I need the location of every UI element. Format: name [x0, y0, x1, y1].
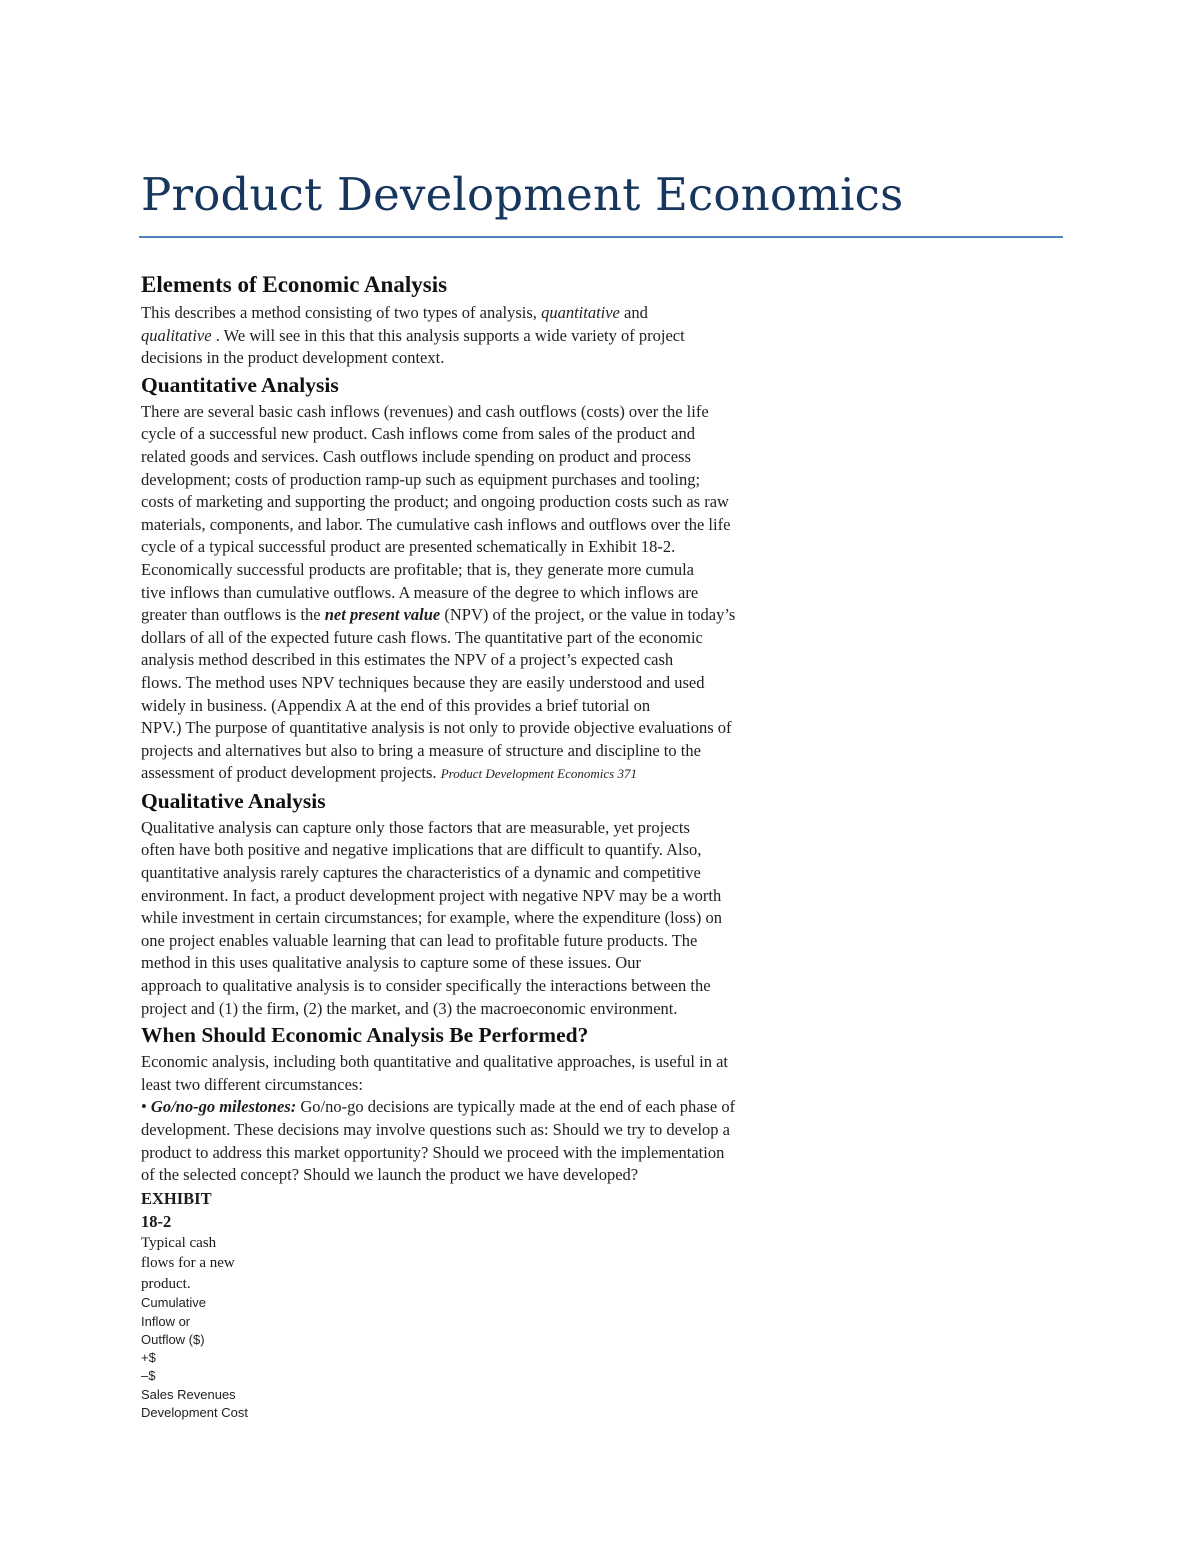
- paragraph-line: development; costs of production ramp-up such as equipment purchases and tooling;: [141, 469, 701, 489]
- bullet-marker: •: [141, 1097, 151, 1117]
- document-body: [141, 268, 861, 1422]
- paragraph-line: widely in business. (Appendix A at the end of this provides a brief tutorial on: [141, 695, 651, 715]
- heading-elements-of-economic-analysis: Elements of Economic Analysis: [141, 272, 448, 297]
- exhibit-axis-label: +$: [141, 1350, 156, 1366]
- paragraph-line: development. These decisions may involve questions such as: Should we try to develop a: [141, 1120, 731, 1139]
- exhibit-number: 18-2: [141, 1211, 172, 1231]
- paragraph-line: materials, components, and labor. The cumulative cash inflows and outflows over the life: [141, 514, 731, 534]
- title-underline: [139, 236, 1063, 238]
- paragraph-line: projects and alternatives but also to bring a measure of structure and discipline to the: [141, 740, 701, 760]
- paragraph-line: one project enables valuable learning that can lead to profitable future products. The: [141, 930, 698, 950]
- heading-when-should-economic-analysis-be-performed: When Should Economic Analysis Be Performed?: [141, 1023, 589, 1048]
- exhibit-label: EXHIBIT: [141, 1188, 212, 1208]
- exhibit-axis-label: Inflow or: [141, 1313, 191, 1329]
- paragraph-line: while investment in certain circumstances; for example, where the expenditure (loss) on: [141, 908, 722, 928]
- heading-quantitative-analysis: Quantitative Analysis: [141, 372, 339, 397]
- page-number: 371: [614, 766, 637, 782]
- heading-qualitative-analysis: Qualitative Analysis: [141, 788, 326, 813]
- paragraph-line: NPV.) The purpose of quantitative analysis is not only to provide objective evaluations of: [141, 718, 732, 738]
- paragraph-line: quantitative analysis rarely captures the characteristics of a dynamic and competitive: [141, 863, 701, 883]
- paragraph-line: related goods and services. Cash outflows include spending on product and process: [141, 446, 691, 466]
- running-header-ref: Product Development Economics: [440, 766, 615, 782]
- paragraph-line: assessment of product development projects. Product Development Economics 371: [141, 763, 637, 783]
- exhibit-axis-label: –$: [141, 1368, 156, 1384]
- paragraph-line: dollars of all of the expected future cash flows. The quantitative part of the economic: [141, 627, 703, 647]
- paragraph-line: tive inflows than cumulative outflows. A measure of the degree to which inflows are: [141, 582, 699, 602]
- paragraph-line: method in this uses qualitative analysis to capture some of these issues. Our: [141, 953, 641, 973]
- paragraph-line: qualitative . We will see in this that this analysis supports a wide variety of project: [141, 325, 685, 345]
- exhibit-series-label: Development Cost: [141, 1405, 248, 1421]
- paragraph-line: project and (1) the firm, (2) the market, and (3) the macroeconomic environment.: [141, 998, 678, 1018]
- exhibit-axis-label: Cumulative: [141, 1295, 207, 1311]
- paragraph-line: of the selected concept? Should we launch the product we have developed?: [141, 1165, 639, 1185]
- exhibit-series-label: Sales Revenues: [141, 1386, 236, 1402]
- paragraph-line: product to address this market opportunity? Should we proceed with the implementation: [141, 1142, 725, 1162]
- paragraph-line: flows. The method uses NPV techniques because they are easily understood and used: [141, 672, 705, 692]
- paragraph-line: Economically successful products are profitable; that is, they generate more cumula: [141, 559, 695, 579]
- paragraph-line: This describes a method consisting of two types of analysis, quantitative and: [141, 303, 648, 322]
- paragraph-line: analysis method described in this estimates the NPV of a project’s expected cash: [141, 650, 674, 670]
- paragraph-line: Qualitative analysis can capture only those factors that are measurable, yet projects: [141, 817, 690, 837]
- exhibit-caption-line: product.: [141, 1275, 191, 1292]
- paragraph-line: costs of marketing and supporting the product; and ongoing production costs such as raw: [141, 492, 729, 512]
- exhibit-caption-line: flows for a new: [141, 1255, 235, 1272]
- paragraph-line: Economic analysis, including both quantitative and qualitative approaches, is useful in at: [141, 1052, 728, 1072]
- paragraph-line: cycle of a successful new product. Cash inflows come from sales of the product and: [141, 424, 695, 444]
- paragraph-line: least two different circumstances:: [141, 1074, 363, 1094]
- exhibit-axis-label: Outflow ($): [141, 1331, 205, 1347]
- paragraph-line: approach to qualitative analysis is to consider specifically the interactions between the: [141, 976, 711, 996]
- paragraph-line: cycle of a typical successful product are presented schematically in Exhibit 18-2.: [141, 537, 676, 557]
- paragraph-line: decisions in the product development context.: [141, 348, 445, 368]
- paragraph-line: often have both positive and negative implications that are difficult to quantify. Also,: [141, 840, 702, 860]
- bullet-item: • Go/no-go milestones: Go/no-go decisions are typically made at the end of each phase of: [141, 1097, 736, 1117]
- exhibit-caption-line: Typical cash: [141, 1234, 217, 1251]
- paragraph-line: greater than outflows is the net present value (NPV) of the project, or the value in today’s: [141, 605, 736, 625]
- page-title: Product Development Economics: [141, 168, 904, 221]
- paragraph-line: There are several basic cash inflows (revenues) and cash outflows (costs) over the life: [141, 401, 709, 421]
- paragraph-line: environment. In fact, a product development project with negative NPV may be a worth: [141, 885, 722, 905]
